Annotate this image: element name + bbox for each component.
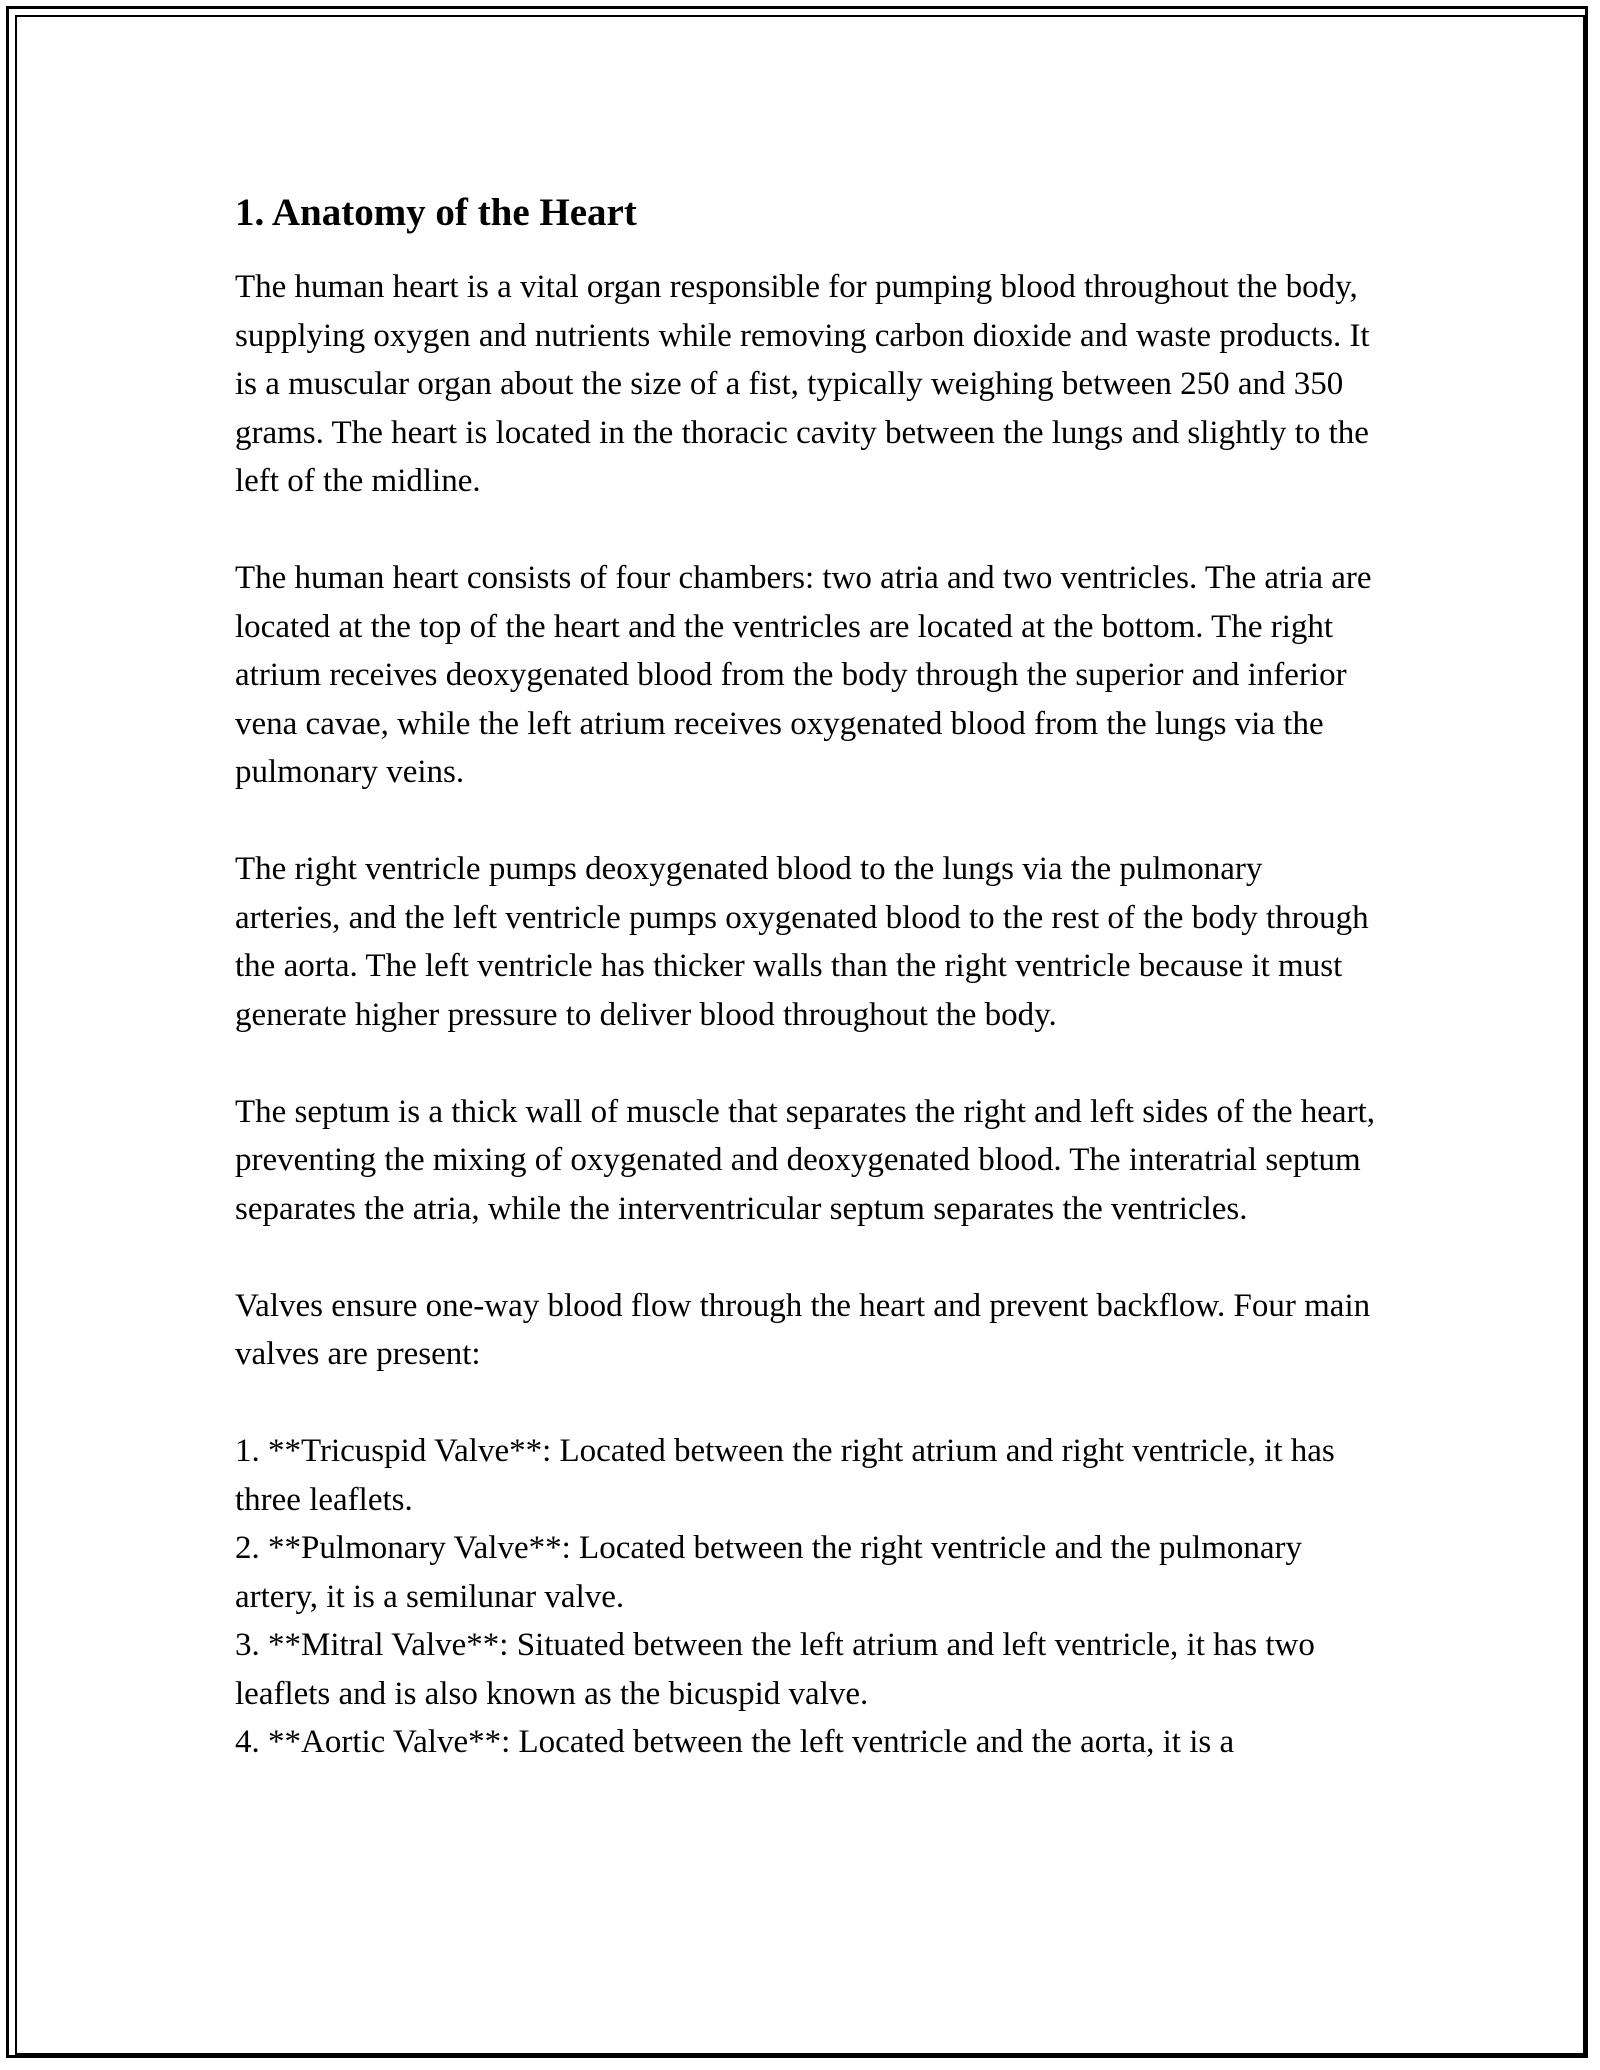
paragraph-overview: The human heart is a vital organ responsible for pumping blood throughout the body, supplying oxygen and nutrients while removing carbon dioxide and waste products. It is a muscular organ about the size of a fist, typically weighing between 250 and 350 grams. The heart is located in the thoracic cavity between the lungs and slightly to the left of the midline. <box>235 269 1370 499</box>
list-item-mitral: 3. **Mitral Valve**: Situated between the left atrium and left ventricle, it has two leaflets and is also known as the bicuspid valve. <box>235 1627 1315 1712</box>
list-item-tricuspid: 1. **Tricuspid Valve**: Located between the right atrium and right ventricle, it has three leaflets. <box>235 1433 1335 1518</box>
paragraph-septum: The septum is a thick wall of muscle that separates the right and left sides of the heart, preventing the mixing of oxygenated and deoxygenated blood. The interatrial septum separates the atria, while the interventricular septum separates the ventricles. <box>235 1093 1375 1227</box>
paragraph-valves-intro: Valves ensure one-way blood flow through the heart and prevent backflow. Four main valves are present: <box>235 1287 1371 1372</box>
paragraph-ventricles: The right ventricle pumps deoxygenated blood to the lungs via the pulmonary arteries, and the left ventricle pumps oxygenated blood to the rest of the body through the aorta. The left ventricle has thicker walls than the right ventricle because it must generate higher pressure to deliver blood throughout the body. <box>235 851 1369 1033</box>
document-body <box>235 185 1375 1767</box>
valves-list <box>235 1427 1375 1767</box>
section-title: 1. Anatomy of the Heart <box>235 191 637 234</box>
paragraph-chambers: The human heart consists of four chambers: two atria and two ventricles. The atria are located at the top of the heart and the ventricles are located at the bottom. The right atrium receives deoxygenated blood from the body through the superior and inferior vena cavae, while the left atrium receives oxygenated blood from the lungs via the pulmonary veins. <box>235 560 1372 790</box>
list-item-aortic: 4. **Aortic Valve**: Located between the left ventricle and the aorta, it is a <box>235 1724 1235 1760</box>
list-item-pulmonary: 2. **Pulmonary Valve**: Located between the right ventricle and the pulmonary artery, it is a semilunar valve. <box>235 1530 1303 1615</box>
